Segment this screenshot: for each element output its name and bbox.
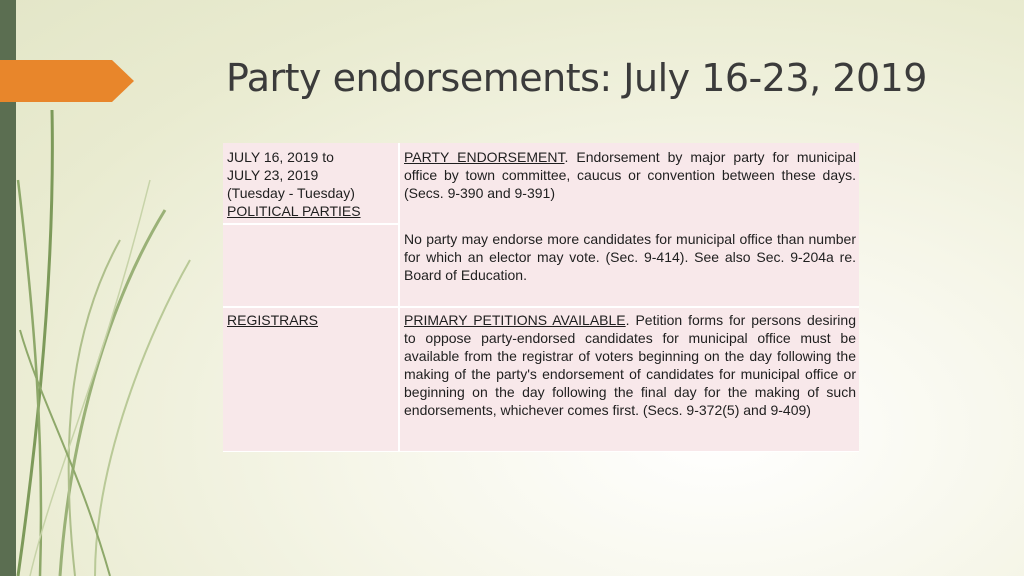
slide-title: Party endorsements: July 16-23, 2019: [226, 56, 927, 100]
date-line: (Tuesday - Tuesday): [227, 185, 355, 201]
date-line: JULY 23, 2019: [227, 167, 319, 183]
table-row: [223, 224, 859, 307]
description-cell: [399, 224, 859, 307]
table-row: [223, 307, 859, 452]
responsible-party-label: REGISTRARS: [227, 312, 319, 328]
responsible-party-label: POLITICAL PARTIES: [227, 203, 361, 219]
date-cell: [223, 143, 399, 224]
event-heading-period: .: [564, 149, 569, 165]
description-cell: [399, 307, 859, 452]
event-description: Endorsement by major party for municipal office by town committee, caucus or convention between these days. (Secs. 9-390 and 9-391): [404, 149, 857, 201]
event-heading: PRIMARY PETITIONS AVAILABLE: [404, 312, 626, 328]
orange-arrow-tab: [0, 60, 134, 102]
date-line: JULY 16, 2019 to: [227, 149, 334, 165]
event-description: Petition forms for persons desiring to oppose party-endorsed candidates for municipal office must be available from the registrar of voters beginning on the day following the making of the party's endorsement of candidates for municipal office or beginning on the day following the final day for the making of such endorsements, whichever comes first. (Secs. 9-372(5) and 9-409): [404, 312, 856, 418]
description-cell: [399, 143, 859, 224]
schedule-table: [223, 143, 859, 452]
date-cell: [223, 224, 399, 307]
event-description: No party may endorse more candidates for municipal office than number for which an elector may vote. (Sec. 9-414). See also Sec. 9-204a re. Board of Education.: [404, 231, 856, 283]
event-heading: PARTY ENDORSEMENT: [404, 149, 565, 165]
event-heading-period: .: [625, 312, 630, 328]
date-cell: [223, 307, 399, 452]
table-row: [223, 143, 859, 224]
